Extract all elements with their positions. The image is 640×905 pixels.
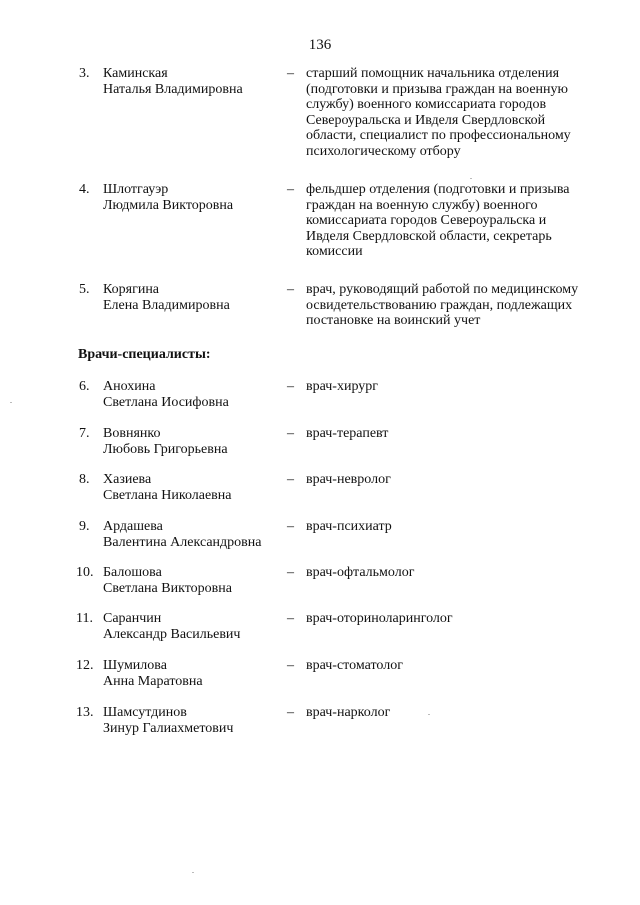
entry-number: 4. <box>79 182 90 197</box>
member-role <box>306 705 606 721</box>
member-given-names: Наталья Владимировна <box>103 81 243 97</box>
role-line: (подготовки и призыва граждан на военную <box>306 81 568 97</box>
entry-number: 3. <box>79 66 90 81</box>
member-given-names: Любовь Григорьевна <box>103 441 228 457</box>
role-line: комиссариата городов Североуральска и <box>306 213 547 228</box>
entry-dash: – <box>287 565 294 580</box>
member-given-names: Александр Васильевич <box>103 626 241 642</box>
member-entry <box>0 66 640 159</box>
role-line: врач-стоматолог <box>306 658 403 673</box>
member-role <box>306 472 606 488</box>
entry-number: 12. <box>76 658 94 673</box>
member-name <box>103 519 283 550</box>
member-role <box>306 611 606 627</box>
role-line: Североуральска и Ивделя Свердловской <box>306 112 546 128</box>
member-name <box>103 379 283 410</box>
member-name <box>103 472 283 503</box>
specialist-entry <box>0 472 640 503</box>
role-line: старший помощник начальника отделения <box>306 66 560 81</box>
member-given-names: Елена Владимировна <box>103 297 230 313</box>
member-role <box>306 66 606 159</box>
member-name <box>103 565 283 596</box>
scan-speck <box>10 402 12 403</box>
entry-dash: – <box>287 182 294 197</box>
entry-number: 5. <box>79 282 90 297</box>
specialist-entry <box>0 705 640 736</box>
entry-dash: – <box>287 426 294 441</box>
entry-dash: – <box>287 705 294 720</box>
member-surname: Шумилова <box>103 658 167 673</box>
member-role <box>306 182 606 260</box>
entry-dash: – <box>287 658 294 673</box>
member-name <box>103 705 283 736</box>
member-role <box>306 565 606 581</box>
role-line: врач-хирург <box>306 379 379 394</box>
role-line: врач, руководящий работой по медицинскому <box>306 282 579 297</box>
role-line: врач-оториноларинголог <box>306 611 453 626</box>
specialist-entry <box>0 658 640 689</box>
role-line: психологическому отбору <box>306 143 461 159</box>
role-line: врач-терапевт <box>306 426 389 441</box>
role-line: врач-психиатр <box>306 519 392 534</box>
member-role <box>306 658 606 674</box>
entry-number: 9. <box>79 519 90 534</box>
role-line: освидетельствованию граждан, подлежащих <box>306 297 573 313</box>
member-entry <box>0 182 640 259</box>
member-name <box>103 611 283 642</box>
entry-number: 10. <box>76 565 94 580</box>
role-line: постановке на воинский учет <box>306 313 481 328</box>
member-given-names: Анна Маратовна <box>103 673 203 689</box>
member-surname: Анохина <box>103 379 156 394</box>
specialist-entry <box>0 519 640 550</box>
member-role <box>306 426 606 442</box>
member-name <box>103 658 283 689</box>
entry-number: 6. <box>79 379 90 394</box>
member-given-names: Светлана Николаевна <box>103 487 232 503</box>
entry-number: 7. <box>79 426 90 441</box>
member-name <box>103 66 283 97</box>
section-heading: Врачи-специалисты: <box>78 347 211 362</box>
role-line: области, специалист по профессиональному <box>306 128 571 143</box>
page-number: 136 <box>308 37 332 53</box>
role-line: фельдшер отделения (подготовки и призыва <box>306 182 570 197</box>
member-given-names: Людмила Викторовна <box>103 197 234 213</box>
scan-speck <box>428 714 430 715</box>
member-name <box>103 426 283 457</box>
role-line: граждан на военную службу) военного <box>306 197 538 213</box>
role-line: службу) военного комиссариата городов <box>306 97 547 112</box>
specialist-entry <box>0 611 640 642</box>
entry-number: 13. <box>76 705 94 720</box>
specialist-entry <box>0 379 640 410</box>
member-surname: Саранчин <box>103 611 162 626</box>
role-line: врач-нарколог <box>306 705 391 720</box>
member-given-names: Валентина Александровна <box>103 534 262 550</box>
member-entry <box>0 282 640 328</box>
entry-dash: – <box>287 519 294 534</box>
member-given-names: Светлана Иосифовна <box>103 394 229 410</box>
scan-speck <box>470 178 472 179</box>
entry-dash: – <box>287 472 294 487</box>
specialist-entry <box>0 565 640 596</box>
entry-dash: – <box>287 379 294 394</box>
specialist-entry <box>0 426 640 457</box>
entry-number: 11. <box>76 611 93 626</box>
member-given-names: Зинур Галиахметович <box>103 720 234 736</box>
member-role <box>306 282 606 329</box>
member-role <box>306 379 606 395</box>
member-surname: Корягина <box>103 282 160 297</box>
member-surname: Балошова <box>103 565 162 580</box>
member-surname: Шамсутдинов <box>103 705 187 720</box>
member-role <box>306 519 606 535</box>
entry-dash: – <box>287 66 294 81</box>
role-line: врач-офтальмолог <box>306 565 415 580</box>
scan-speck <box>192 872 194 873</box>
member-surname: Вовнянко <box>103 426 161 441</box>
member-surname: Каминская <box>103 66 168 81</box>
role-line: комиссии <box>306 244 363 259</box>
member-surname: Хазиева <box>103 472 152 487</box>
member-surname: Шлотгауэр <box>103 182 169 197</box>
role-line: врач-невролог <box>306 472 391 487</box>
member-name <box>103 282 283 313</box>
member-surname: Ардашева <box>103 519 163 534</box>
entry-dash: – <box>287 611 294 626</box>
member-given-names: Светлана Викторовна <box>103 580 232 596</box>
entry-number: 8. <box>79 472 90 487</box>
entry-dash: – <box>287 282 294 297</box>
member-name <box>103 182 283 213</box>
role-line: Ивделя Свердловской области, секретарь <box>306 228 552 244</box>
